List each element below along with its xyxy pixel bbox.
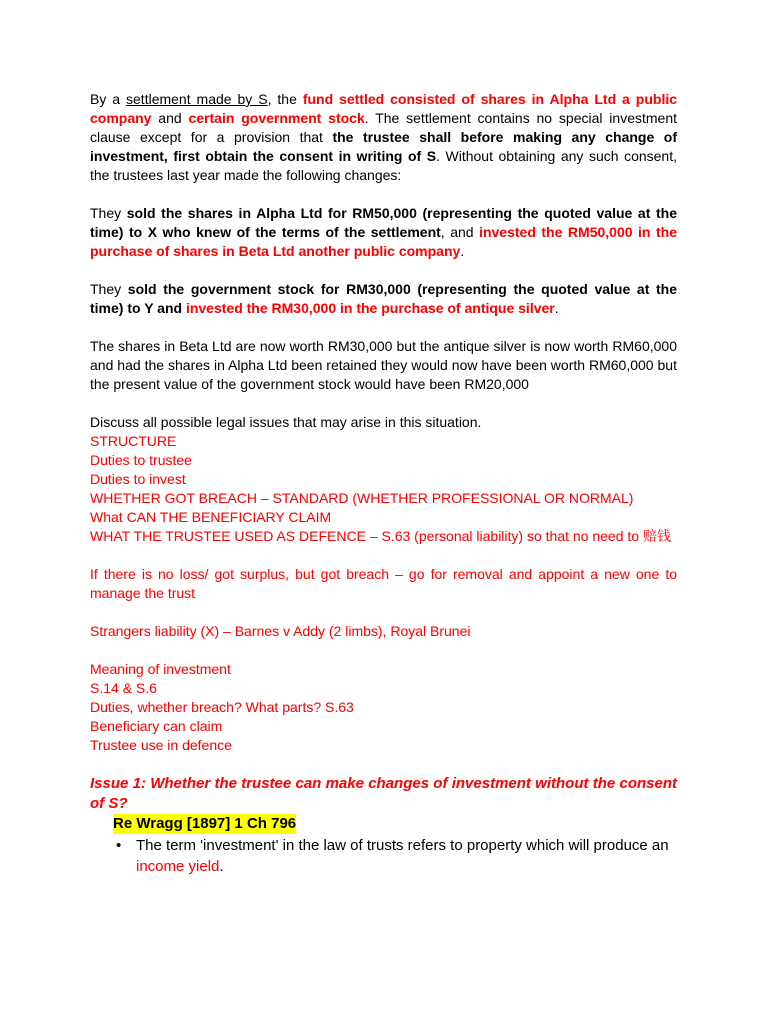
outline-item: Beneficiary can claim: [90, 718, 223, 734]
structure-item: WHETHER GOT BREACH – STANDARD (WHETHER PROFESSIONAL OR NORMAL): [90, 490, 634, 506]
government-stock-paragraph: [90, 280, 677, 318]
text-run: They: [90, 281, 128, 297]
bullet-icon: •: [116, 837, 122, 854]
document-page: [90, 90, 677, 877]
outline-item: Meaning of investment: [90, 661, 231, 677]
text-run: .: [554, 300, 559, 316]
text-run-red-bold: invested the RM30,000 in the purchase of antique silver: [185, 300, 555, 316]
outline-item: Duties, whether breach? What parts? S.63: [90, 699, 354, 715]
text-run: , and: [440, 224, 480, 240]
text-run-red-bold: certain government stock: [188, 110, 365, 126]
text-run: . Without obtaining any such consent, the trustees last year made the following changes:: [90, 148, 677, 183]
text-run-underlined: settlement made by S: [126, 91, 268, 107]
text-run-bold: sold the government stock for RM30,000 (representing the quoted value at the time) to Y and: [90, 281, 677, 316]
text-run: By a: [90, 91, 127, 107]
text-run: . The settlement contains no special investment clause except for a provision that: [90, 110, 677, 145]
values-paragraph: The shares in Beta Ltd are now worth RM30,000 but the antique silver is now worth RM60,000 and had the shares in Alpha Ltd been retained they would now have been worth RM60,000 but the present value of the government stock would have been RM20,000: [90, 338, 677, 392]
structure-item: Duties to invest: [90, 471, 186, 487]
structure-heading: STRUCTURE: [90, 433, 177, 449]
removal-note: If there is no loss/ got surplus, but got breach – go for removal and appoint a new one to manage the trust: [90, 566, 677, 601]
text-run: The term 'investment' in the law of trusts refers to property which will produce an: [136, 837, 669, 854]
text-run-red-bold: fund settled consisted of shares in Alpha Ltd a public company: [90, 91, 678, 126]
structure-item: WHAT THE TRUSTEE USED AS DEFENCE – S.63 (personal liability) so that no need to 赔钱: [90, 528, 671, 544]
text-run-red: income yield: [136, 858, 220, 875]
text-run: and: [151, 110, 189, 126]
question-line: Discuss all possible legal issues that may arise in this situation.: [90, 414, 482, 430]
alpha-shares-paragraph: [90, 204, 677, 261]
outline-item: Trustee use in defence: [90, 737, 232, 753]
outline-item: S.14 & S.6: [90, 680, 157, 696]
text-run-red-bold: invested the RM50,000 in the purchase of shares in Beta Ltd another public company: [90, 224, 677, 259]
list-item: [90, 835, 677, 877]
case-points-list: [90, 835, 677, 877]
text-run-bold: the trustee shall before making any change of investment, first obtain the consent in writing of S: [90, 129, 677, 164]
text-run: .: [219, 858, 224, 875]
structure-item: Duties to trustee: [90, 452, 192, 468]
text-run: , the: [267, 91, 303, 107]
strangers-note: Strangers liability (X) – Barnes v Addy (2 limbs), Royal Brunei: [90, 623, 471, 639]
text-run-bold: sold the shares in Alpha Ltd for RM50,000 (representing the quoted value at the time) to X who knew of the terms of the settlement: [90, 205, 677, 240]
text-run: .: [460, 243, 465, 259]
issue-1-heading: Issue 1: Whether the trustee can make changes of investment without the consent of S?: [90, 775, 677, 812]
settlement-paragraph: [90, 90, 677, 185]
structure-item: What CAN THE BENEFICIARY CLAIM: [90, 509, 332, 525]
text-run: They: [90, 205, 127, 221]
case-citation-highlighted: Re Wragg [1897] 1 Ch 796: [113, 815, 297, 832]
